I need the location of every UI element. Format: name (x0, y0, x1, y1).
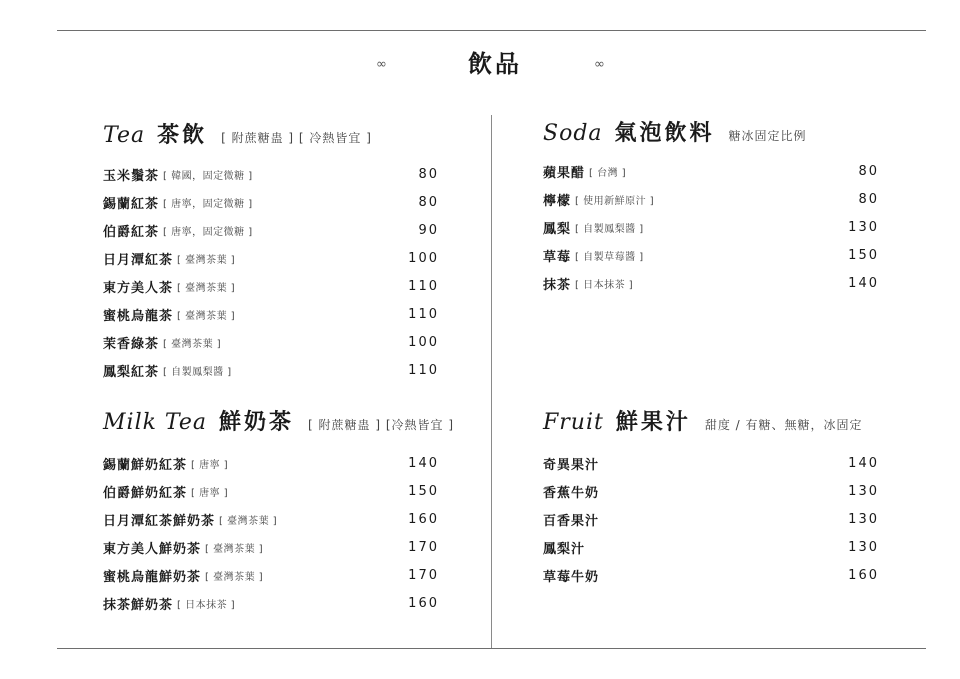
item-name: 蜜桃烏龍鮮奶茶 (103, 569, 202, 585)
page-title: 飲品 (468, 50, 522, 78)
item-price: 140 (848, 275, 879, 291)
menu-item (103, 505, 439, 533)
section-header-soda (543, 116, 807, 147)
item-price: 80 (418, 166, 439, 182)
menu-item (103, 533, 439, 561)
item-note: [ 自製鳳梨醬 ] (575, 223, 644, 235)
item-price: 110 (408, 278, 439, 294)
section-title-en: Soda (543, 121, 603, 146)
item-name: 檸檬 (543, 193, 572, 209)
menu-item (543, 505, 879, 533)
item-name: 草莓 (543, 249, 572, 265)
top-rule (57, 30, 926, 31)
menu-list-tea (103, 160, 439, 384)
item-name: 鳳梨汁 (543, 541, 586, 557)
menu-item (103, 356, 439, 384)
item-note: [ 臺灣茶葉 ] (177, 254, 236, 266)
section-header-fruit (543, 405, 863, 436)
infinity-ornament-left: ∞ (376, 57, 387, 72)
item-name: 蜜桃烏龍茶 (103, 308, 174, 324)
menu-item (103, 589, 439, 617)
item-price: 150 (848, 247, 879, 263)
item-price: 160 (408, 511, 439, 527)
item-note: [ 臺灣茶葉 ] (205, 571, 264, 583)
item-name: 奇異果汁 (543, 457, 600, 473)
menu-list-milk-tea (103, 449, 439, 617)
menu-item (543, 561, 879, 589)
menu-item (103, 449, 439, 477)
item-note: [ 使用新鮮原汁 ] (575, 195, 655, 207)
item-price: 170 (408, 567, 439, 583)
item-price: 160 (408, 595, 439, 611)
menu-item (543, 185, 879, 213)
item-price: 100 (408, 250, 439, 266)
menu-item (103, 272, 439, 300)
item-price: 170 (408, 539, 439, 555)
infinity-ornament-right: ∞ (594, 57, 605, 72)
item-name: 蘋果醋 (543, 165, 586, 181)
menu-item (103, 300, 439, 328)
item-price: 90 (418, 222, 439, 238)
item-note: [ 台灣 ] (589, 167, 627, 179)
menu-item (103, 244, 439, 272)
item-price: 140 (848, 455, 879, 471)
section-title-zh: 茶飲 (157, 123, 208, 148)
item-name: 玉米鬚茶 (103, 168, 160, 184)
menu-item (103, 477, 439, 505)
item-note: [ 唐寧，固定微糖 ] (163, 226, 253, 238)
menu-item (103, 188, 439, 216)
item-price: 160 (848, 567, 879, 583)
item-note: [ 臺灣茶葉 ] (205, 543, 264, 555)
item-name: 鳳梨紅茶 (103, 364, 160, 380)
item-note: [ 唐寧，固定微糖 ] (163, 198, 253, 210)
item-price: 80 (858, 163, 879, 179)
item-note: [ 日本抹茶 ] (575, 279, 634, 291)
item-note: [ 唐寧 ] (191, 487, 229, 499)
menu-list-fruit (543, 449, 879, 589)
menu-list-soda (543, 157, 879, 297)
item-note: [ 唐寧 ] (191, 459, 229, 471)
item-name: 草莓牛奶 (543, 569, 600, 585)
item-name: 抹茶鮮奶茶 (103, 597, 174, 613)
section-header-milk-tea (103, 405, 454, 436)
item-name: 東方美人茶 (103, 280, 174, 296)
menu-item (103, 160, 439, 188)
section-note: 糖冰固定比例 (728, 129, 807, 143)
menu-item (103, 561, 439, 589)
section-title-en: Tea (103, 123, 146, 148)
section-note: [ 附蔗糖蛊 ] [冷熱皆宜 ] (308, 418, 455, 432)
menu-item (103, 216, 439, 244)
menu-item (543, 157, 879, 185)
item-name: 日月潭紅茶 (103, 252, 174, 268)
item-price: 130 (848, 219, 879, 235)
bottom-rule (57, 648, 926, 649)
item-name: 伯爵紅茶 (103, 224, 160, 240)
item-price: 110 (408, 362, 439, 378)
item-note: [ 韓國，固定微糖 ] (163, 170, 253, 182)
section-title-zh: 鮮奶茶 (219, 410, 295, 435)
item-price: 130 (848, 539, 879, 555)
menu-item (543, 269, 879, 297)
item-note: [ 自製鳳梨醬 ] (163, 366, 232, 378)
section-note: [ 附蔗糖蛊 ] [ 冷熱皆宜 ] (221, 131, 372, 145)
item-name: 香蕉牛奶 (543, 485, 600, 501)
section-title-zh: 氣泡飲料 (614, 121, 715, 146)
item-note: [ 日本抹茶 ] (177, 599, 236, 611)
section-note: 甜度 / 有糖、無糖，冰固定 (704, 418, 863, 432)
item-price: 130 (848, 511, 879, 527)
item-name: 伯爵鮮奶紅茶 (103, 485, 188, 501)
section-title-zh: 鮮果汁 (615, 410, 691, 435)
section-title-en: Milk Tea (103, 410, 208, 435)
item-note: [ 自製草莓醬 ] (575, 251, 644, 263)
item-price: 110 (408, 306, 439, 322)
item-price: 80 (858, 191, 879, 207)
menu-item (543, 213, 879, 241)
item-price: 140 (408, 455, 439, 471)
item-note: [ 臺灣茶葉 ] (177, 310, 236, 322)
item-note: [ 臺灣茶葉 ] (163, 338, 222, 350)
item-name: 茉香綠茶 (103, 336, 160, 352)
item-name: 百香果汁 (543, 513, 600, 529)
item-name: 抹茶 (543, 277, 572, 293)
menu-item (543, 449, 879, 477)
item-name: 日月潭紅茶鮮奶茶 (103, 513, 216, 529)
menu-item (543, 533, 879, 561)
item-name: 錫蘭紅茶 (103, 196, 160, 212)
column-divider (491, 115, 492, 649)
item-name: 東方美人鮮奶茶 (103, 541, 202, 557)
item-price: 150 (408, 483, 439, 499)
section-title-en: Fruit (543, 410, 604, 435)
item-name: 錫蘭鮮奶紅茶 (103, 457, 188, 473)
item-name: 鳳梨 (543, 221, 572, 237)
menu-item (543, 477, 879, 505)
item-note: [ 臺灣茶葉 ] (219, 515, 278, 527)
item-note: [ 臺灣茶葉 ] (177, 282, 236, 294)
item-price: 130 (848, 483, 879, 499)
section-header-tea (103, 118, 372, 149)
item-price: 100 (408, 334, 439, 350)
menu-item (543, 241, 879, 269)
item-price: 80 (418, 194, 439, 210)
menu-item (103, 328, 439, 356)
